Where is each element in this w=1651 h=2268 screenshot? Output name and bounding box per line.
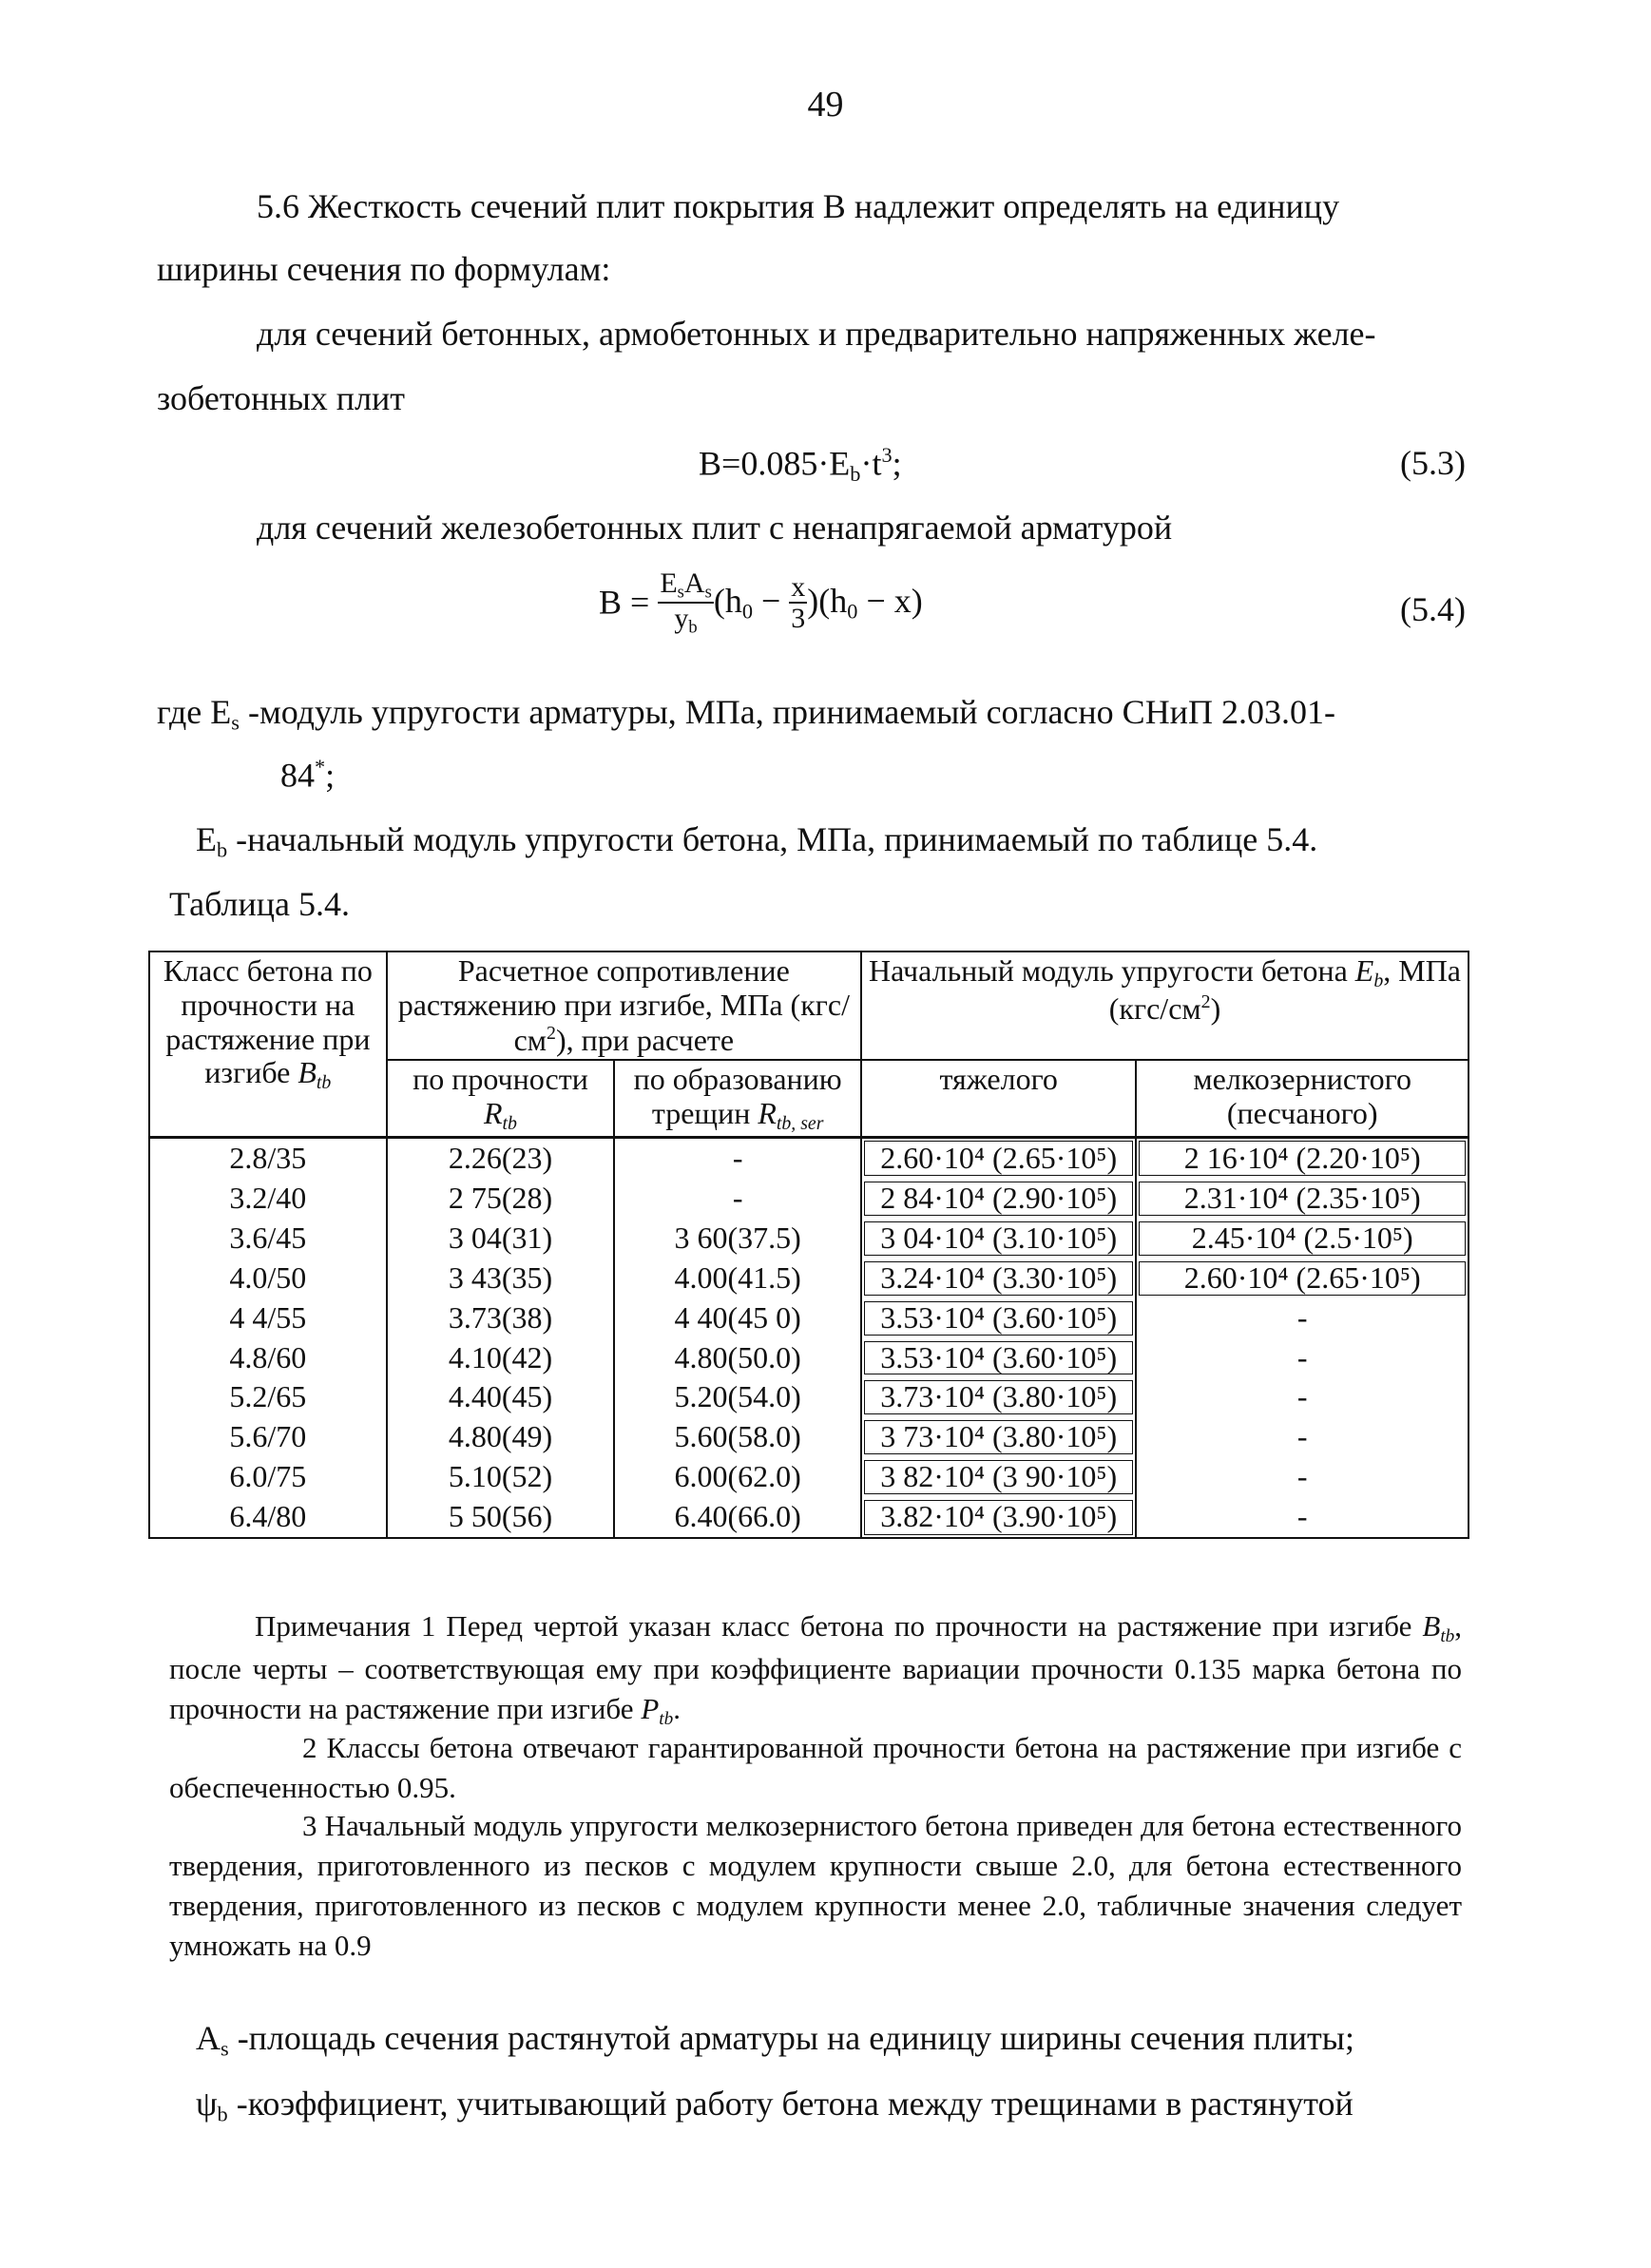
cell-strength: 5.10(52) [387,1457,615,1497]
definition-as-sub: s [221,2036,229,2061]
note-1-symbol-b-sub: tb [1440,1625,1455,1646]
cell-class: 3.2/40 [149,1179,387,1219]
cell-class: 6.4/80 [149,1497,387,1538]
page-number: 49 [807,85,844,125]
table-row [149,1377,1469,1417]
formula-5-3-sub: b [850,462,861,487]
header-heavy: тяжелого [861,1060,1136,1137]
paragraph-5-6-line1: 5.6 Жесткость сечений плит покрытия В надлежит определять на единицу [257,187,1340,225]
table-row [149,1179,1469,1219]
definition-as-prefix: A [196,2019,221,2057]
formula-5-3-end: ; [892,444,902,483]
paragraph-nonprestressed: для сечений железобетонных плит с ненапрягаемой арматурой [257,509,1173,547]
cell-fine: 2.45·10⁴ (2.5·10⁵) [1136,1219,1469,1259]
note-1-symbol-p: P [641,1691,660,1725]
cell-crack: 6.40(66.0) [614,1497,861,1538]
cell-heavy: 3.53·10⁴ (3.60·10⁵) [861,1298,1136,1338]
table-row [149,1259,1469,1298]
table-caption: Таблица 5.4. [169,885,350,923]
cell-crack: - [614,1179,861,1219]
note-1 [169,1606,1462,1731]
header-strength-symbol: R [483,1096,503,1131]
cell-fine: - [1136,1417,1469,1457]
cell-class: 4.0/50 [149,1259,387,1298]
cell-heavy: 2.60·10⁴ (2.65·10⁵) [861,1138,1136,1179]
header-strength-text: по прочности [413,1062,588,1097]
cell-heavy: 3.53·10⁴ (3.60·10⁵) [861,1338,1136,1378]
header-resistance [387,951,861,1060]
definition-es-star: * [315,755,326,778]
header-resistance-end: ), при расчете [555,1022,735,1057]
formula-5-4-p3: − x) [857,581,923,620]
definition-es-line2 [280,755,335,797]
header-crack-symbol-sub: tb, ser [776,1113,824,1135]
formula-5-4-p2-sub: 0 [847,599,858,624]
table-row [149,1138,1469,1179]
note-1-symbol-p-sub: tb [659,1708,674,1729]
formula-5-4-minus: − [752,581,790,620]
cell-crack: 6.00(62.0) [614,1457,861,1497]
formula-5-4-xnum: x [791,570,806,603]
table-row [149,1497,1469,1538]
cell-strength: 5 50(56) [387,1497,615,1538]
cell-heavy: 3 82·10⁴ (3 90·10⁵) [861,1457,1136,1497]
table-row [149,1457,1469,1497]
cell-strength: 4.40(45) [387,1377,615,1417]
cell-class: 4.8/60 [149,1338,387,1378]
cell-fine: - [1136,1298,1469,1338]
cell-strength: 2 75(28) [387,1179,615,1219]
cell-class: 4 4/55 [149,1298,387,1338]
cell-class: 5.6/70 [149,1417,387,1457]
formula-5-4-den-sub: b [688,617,698,638]
definition-psi-prefix: ψ [196,2085,218,2123]
definition-es-sub: s [231,710,240,735]
definition-eb-text: -начальный модуль упругости бетона, МПа, принимаемый по таблице 5.4. [227,820,1318,858]
cell-crack: 4.80(50.0) [614,1338,861,1378]
cell-fine: - [1136,1338,1469,1378]
header-fine: мелкозернистого (песчаного) [1136,1060,1469,1137]
header-class-symbol: B [298,1055,317,1090]
formula-5-4-num-e: E [660,567,678,599]
formula-5-4 [599,568,923,637]
paragraph-concrete-line2: зобетонных плит [157,379,406,417]
definition-psi-sub: b [217,2102,228,2126]
note-1-text-c: . [673,1691,681,1725]
formula-5-3-sup: 3 [881,443,893,467]
cell-fine: 2 16·10⁴ (2.20·10⁵) [1136,1138,1469,1179]
note-1-text-a: Примечания 1 Перед чертой указан класс бетона по прочности на растяжение при изгибе [255,1609,1423,1643]
header-crack-symbol: R [758,1096,777,1131]
header-class-symbol-sub: tb [316,1072,332,1094]
formula-5-4-tail [713,581,790,624]
paragraph-concrete-line1: для сечений бетонных, армобетонных и предварительно напряженных желе- [257,315,1376,353]
header-class-text: Класс бетона по прочности на растяжение при изгибе [163,953,373,1090]
formula-5-3-mid: ·t [860,444,882,483]
cell-class: 6.0/75 [149,1457,387,1497]
paragraph-5-6-line2: ширины сечения по формулам: [157,250,611,288]
cell-fine: 2.60·10⁴ (2.65·10⁵) [1136,1259,1469,1298]
header-class [149,951,387,1138]
header-modulus [861,951,1469,1060]
equation-label-5-3: (5.3) [1400,444,1466,482]
definition-eb-sub: b [217,837,228,862]
definition-psi-text: -коэффициент, учитывающий работу бетона между трещинами в растянутой [227,2085,1353,2123]
definition-as [196,2018,1354,2062]
cell-heavy: 3.73·10⁴ (3.80·10⁵) [861,1377,1136,1417]
cell-class: 5.2/65 [149,1377,387,1417]
header-strength [387,1060,615,1137]
definition-as-text: -площадь сечения растянутой арматуры на единицу ширины сечения плиты; [228,2019,1354,2057]
formula-5-4-p1: (h [713,581,742,620]
formula-5-4-x-fraction [789,572,807,634]
definition-eb [196,819,1317,863]
cell-heavy: 3 04·10⁴ (3.10·10⁵) [861,1219,1136,1259]
cell-strength: 3.73(38) [387,1298,615,1338]
formula-5-4-fraction [658,568,714,637]
header-modulus-symbol-sub: b [1373,970,1384,991]
formula-5-4-num-e-sub: s [677,582,684,603]
header-modulus-close: ) [1210,991,1221,1027]
header-resistance-sup: 2 [547,1022,556,1044]
cell-strength: 4.80(49) [387,1417,615,1457]
cell-heavy: 3.82·10⁴ (3.90·10⁵) [861,1497,1136,1538]
cell-fine: - [1136,1497,1469,1538]
cell-crack: - [614,1138,861,1179]
table-5-4 [148,951,1469,1539]
cell-heavy: 3.24·10⁴ (3.30·10⁵) [861,1259,1136,1298]
cell-strength: 3 43(35) [387,1259,615,1298]
header-modulus-sup: 2 [1200,991,1211,1013]
definition-eb-prefix: E [196,820,217,858]
cell-fine: - [1136,1457,1469,1497]
note-2 [169,1728,1462,1808]
table-row [149,1338,1469,1378]
note-3 [169,1806,1462,1965]
formula-5-4-num-a-sub: s [704,582,712,603]
table-body [149,1138,1469,1538]
formula-5-3 [699,443,902,488]
formula-5-4-den: y [674,603,689,635]
header-crack [614,1060,861,1137]
cell-crack: 3 60(37.5) [614,1219,861,1259]
header-resistance-text: Расчетное сопротивление растяжению при изгибе, МПа (кгс/см [397,953,850,1057]
cell-fine: 2.31·10⁴ (2.35·10⁵) [1136,1179,1469,1219]
table-row [149,1219,1469,1259]
equation-label-5-4: (5.4) [1400,590,1466,628]
formula-5-4-b: B = [599,583,650,622]
definition-es-prefix: где E [157,693,232,731]
note-3-text: 3 Начальный модуль упругости мелкозернистого бетона приведен для бетона естественного твердения, приготовленного из песков с модулем крупности свыше 2.0, для бетона естественного твердения, приготовленного из песков с модулем крупности менее 2.0, табличные значения следует умножать на 0.9 [169,1809,1462,1962]
formula-5-3-lhs: B=0.085·E [699,444,851,483]
definition-es-end: ; [325,756,336,795]
note-1-text-b: , после черты – соответствующая ему при коэффициенте вариации прочности 0.135 марка бетона по прочности на растяжение при изгибе [169,1609,1462,1725]
definition-es-text: -модуль упругости арматуры, МПа, принимаемый согласно СНиП 2.03.01- [239,693,1335,731]
note-1-symbol-b: B [1422,1609,1441,1643]
cell-crack: 4.00(41.5) [614,1259,861,1298]
formula-5-4-num-a: A [683,567,705,599]
definition-psi [196,2084,1353,2127]
cell-class: 3.6/45 [149,1219,387,1259]
cell-crack: 5.60(58.0) [614,1417,861,1457]
table-row [149,1417,1469,1457]
cell-class: 2.8/35 [149,1138,387,1179]
header-modulus-text: Начальный модуль упругости бетона [868,953,1355,988]
header-modulus-symbol: E [1354,953,1374,988]
header-modulus-end: , МПа (кгс/см [1108,953,1461,1027]
definition-es-snip: 84 [280,756,315,795]
formula-5-4-xden: 3 [791,603,806,635]
table-row [149,1298,1469,1338]
cell-heavy: 2 84·10⁴ (2.90·10⁵) [861,1179,1136,1219]
header-strength-symbol-sub: tb [502,1113,517,1135]
cell-strength: 4.10(42) [387,1338,615,1378]
formula-5-4-p2: )(h [807,581,848,620]
cell-heavy: 3 73·10⁴ (3.80·10⁵) [861,1417,1136,1457]
cell-strength: 3 04(31) [387,1219,615,1259]
note-2-text: 2 Классы бетона отвечают гарантированной прочности бетона на растяжение при изгибе с обеспеченностью 0.95. [169,1731,1462,1804]
formula-5-4-p1-sub: 0 [741,599,753,624]
cell-crack: 4 40(45 0) [614,1298,861,1338]
cell-crack: 5.20(54.0) [614,1377,861,1417]
cell-strength: 2.26(23) [387,1138,615,1179]
formula-5-4-end [807,581,923,624]
header-crack-text: по образованию трещин [633,1062,842,1131]
cell-fine: - [1136,1377,1469,1417]
definition-es-line1 [157,692,1335,736]
